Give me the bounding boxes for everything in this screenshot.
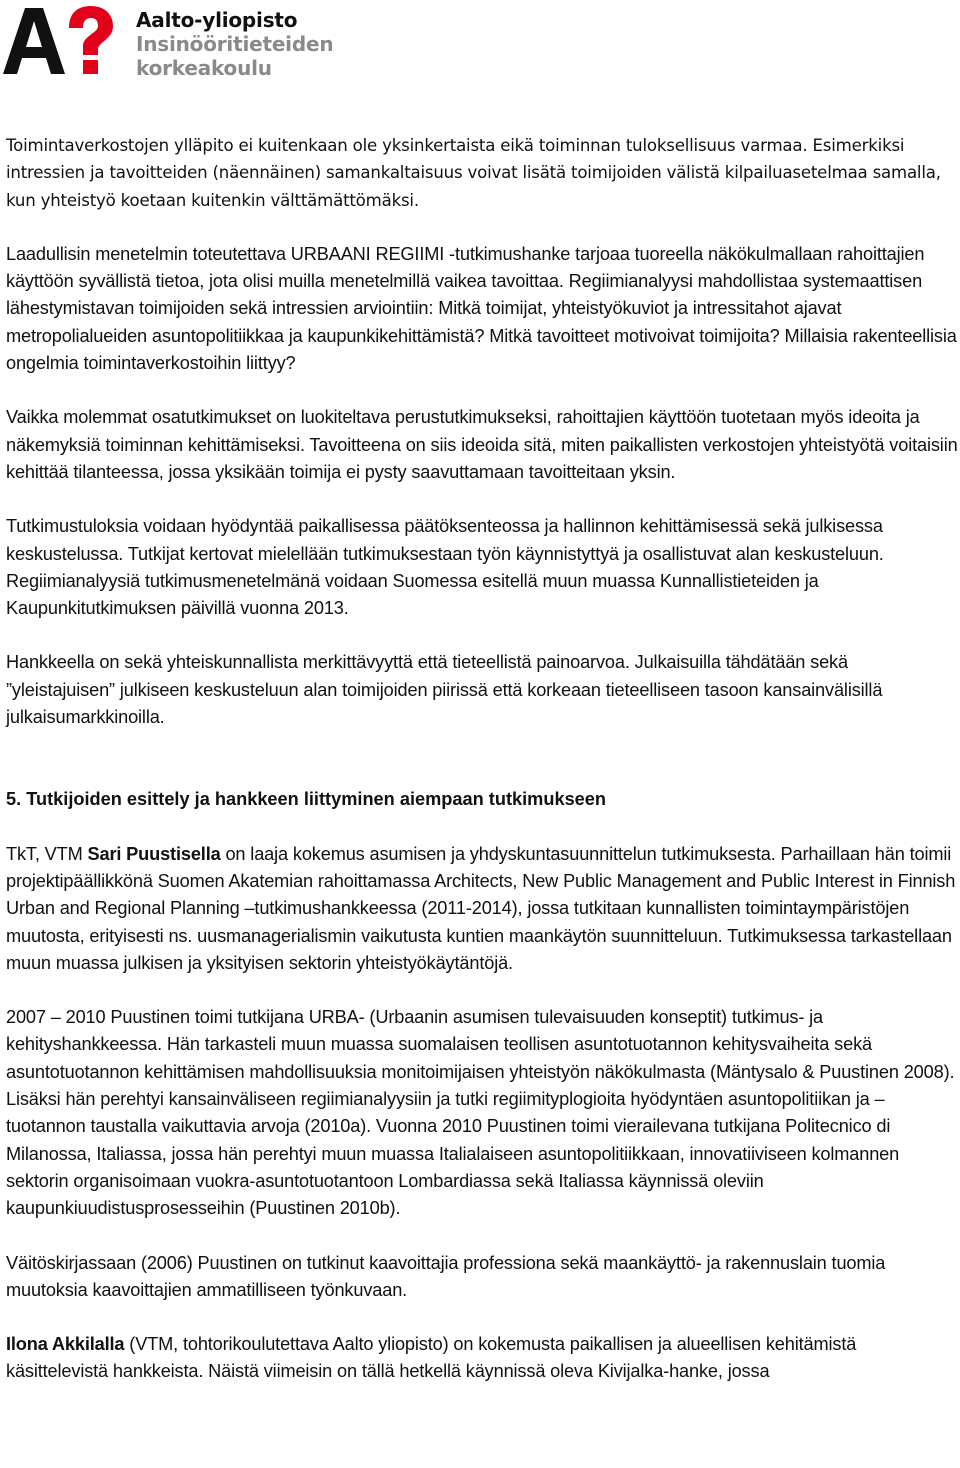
aalto-logo-mark <box>3 4 115 76</box>
logo-line-school-2: korkeakoulu <box>136 56 272 80</box>
paragraph-puustinen-urba: 2007 – 2010 Puustinen toimi tutkijana URBA- (Urbaanin asumisen tulevaisuuden konseptit) tutkimus- ja kehityshankkeessa. Hän tarkasteli muun muassa suomalaisen teollisen asuntotuotannon kehitysvaiheita sekä asuntotuotannon kehittämisen mahdollisuuksia monitoimijaisen yhteistyön näkökulmasta (Mäntysalo & Puustinen 2008). Lisäksi hän perehtyi kansainväliseen regiimianalyysiin ja tutki regiimityplogioita hyödyntäen asuntopolitiikan ja –tuotannon taustalla vaikuttavia arvoja (2010a). Vuonna 2010 Puustinen toimi vierailevana tutkijana Politecnico di Milanossa, Italiassa, jossa hän perehtyi muun muassa Italialaiseen asuntopolitiikkaan, innovatiiviseen kolmannen sektorin organisoimaan vuokra-asuntotuotantoon Lombardiassa sekä Italiassa käynnissä oleviin kaupunkiuudistusprosesseihin (Puustinen 2010b). <box>6 1007 955 1219</box>
paragraph-verkostot: Toimintaverkostojen ylläpito ei kuitenkaan ole yksinkertaista eikä toiminnan tuloksellisuus varmaa. Esimerkiksi intressien ja tavoitteiden (näennäinen) samankaltaisuus voivat lisätä toimijoiden välistä kilpailuasetelmaa samalla, kun yhteistyö koetaan kuitenkin välttämättömäksi. <box>6 136 941 210</box>
akkila-description: (VTM, tohtorikoulutettava Aalto yliopisto) on kokemusta paikallisen ja alueellisen kehitämistä käsittelevistä hankkeista. Näistä viimeisin on tällä hetkellä käynnissä oleva Kivijalka-hanke, jossa <box>6 1334 857 1382</box>
section-5-heading: 5. Tutkijoiden esittely ja hankkeen liittyminen aiempaan tutkimukseen <box>6 789 607 810</box>
aalto-logo <box>3 4 343 80</box>
puustinen-description: on laaja kokemus asumisen ja yhdyskuntasuunnittelun tutkimuksesta. Parhaillaan hän toimii projektipäällikkönä Suomen Akatemian rahoittamassa Architects, New Public Management and Public Interest in Finnish Urban and Regional Planning –tutkimushankkeessa (2011-2014), jossa tutkitaan kunnallisten toimintaympäristöjen muutosta, erityisesti ns. uusmanagerialismin vaikutusta kuntien maankäytön suunnitteluun. Tutkimuksessa tarkastellaan muun muassa julkisen ja yksityisen sektorin yhteistyökäytäntöjä. <box>6 843 956 973</box>
paragraph-perustutkimus: Vaikka molemmat osatutkimukset on luokiteltava perustutkimukseksi, rahoittajien käyttöön tuotetaan myös ideoita ja näkemyksiä toiminnan kehittämiseksi. Tavoitteena on siis ideoida sitä, miten paikallisten verkostojen yhteistyötä voitaisiin kehittää tilanteessa, jossa yksikään toimija ei pysty saavuttamaan tavoitteitaan yksin. <box>6 407 958 482</box>
paragraph-urbaani-regiimi: Laadullisin menetelmin toteutettava URBAANI REGIIMI -tutkimushanke tarjoaa tuoreella näkökulmallaan rahoittajien käyttöön syvällistä tietoa, jota olisi muilla menetelmillä vaikea tavoittaa. Regiimianalyysi mahdollistaa systemaattisen lähestymistavan toimijoiden sekä intressien arviointiin: Mitkä toimijat, yhteistyökuviot ja intressitahot ajavat metropolialueiden asuntopolitiikkaa ja kaupunkikehittämistä? Mitkä tavoitteet motivoivat toimijoita? Millaisia rakenteellisia ongelmia toimintaverkostoihin liittyy? <box>6 243 957 374</box>
researcher-name-puustinen: Sari Puustisella <box>87 843 221 864</box>
paragraph-akkila <box>6 1331 958 1386</box>
paragraph-puustinen-intro <box>6 841 958 977</box>
paragraph-tutkimustulokset: Tutkimustuloksia voidaan hyödyntää paikallisessa päätöksenteossa ja hallinnon kehittämisessä sekä julkisessa keskustelussa. Tutkijat kertovat mielellään tutkimuksestaan työn käynnistyttyä ja osallistuvat alan keskusteluun. Regiimianalyysiä tutkimusmenetelmänä voidaan Suomessa esitellä muun muassa Kunnallistieteiden ja Kaupunkitutkimuksen päivillä vuonna 2013. <box>6 516 884 619</box>
paragraph-puustinen-vaitoskirja: Väitöskirjassaan (2006) Puustinen on tutkinut kaavoittajia professiona sekä maankäyttö- ja rakennuslain tuomia muutoksia kaavoittajien ammatilliseen työnkuvaan. <box>6 1252 886 1300</box>
puustinen-degree: TkT, VTM <box>6 843 88 864</box>
logo-line-school-1: Insinööritieteiden <box>136 32 334 56</box>
document-body <box>6 132 958 1413</box>
logo-line-university: Aalto-yliopisto <box>136 8 298 32</box>
paragraph-merkittavyys: Hankkeella on sekä yhteiskunnallista merkittävyyttä että tieteellistä painoarvoa. Julkaisuilla tähdätään sekä ”yleistajuisen” julkiseen keskusteluun alan toimijoiden piirissä että korkeaan tieteelliseen tasoon kansainvälisillä julkaisumarkkinoilla. <box>6 652 883 728</box>
logo-text <box>136 8 333 80</box>
researcher-name-akkila: Ilona Akkilalla <box>6 1334 125 1355</box>
